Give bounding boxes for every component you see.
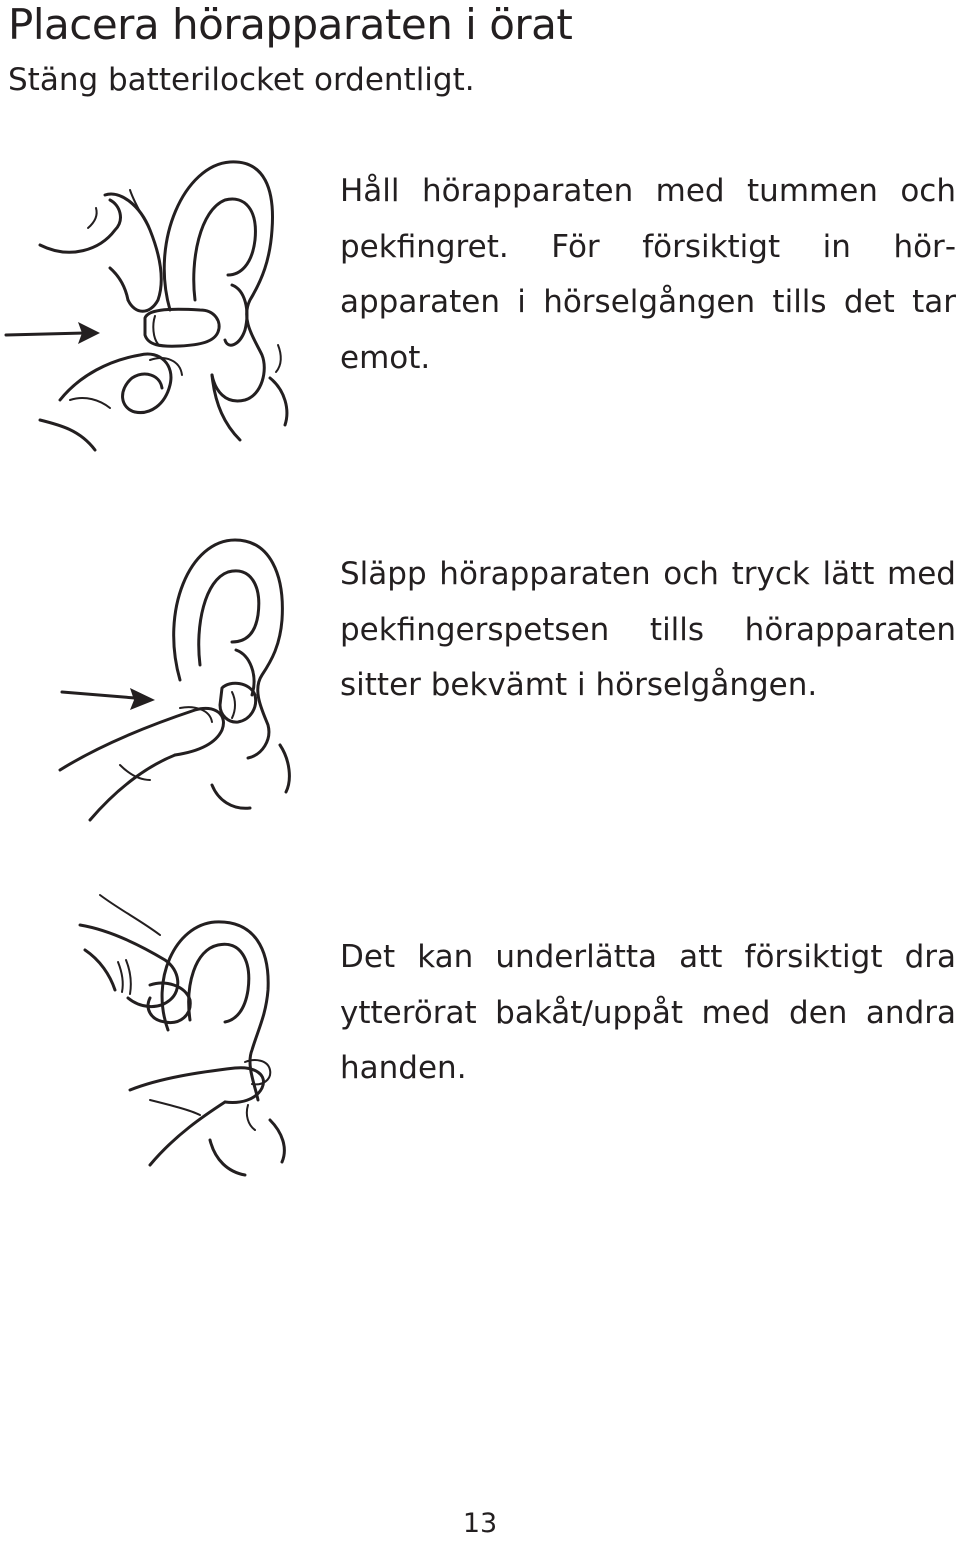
step-2-text: Släpp hörapparaten och tryck lätt med pekfingerspetsen tills hörapparaten sitter bekvämt i hörselgången. bbox=[340, 556, 956, 703]
step-3 bbox=[0, 890, 960, 1190]
pull-ear-illustration bbox=[0, 890, 320, 1190]
fingers-insert-hearing-aid-illustration bbox=[0, 150, 320, 460]
page-title: Placera hörapparaten i örat bbox=[8, 0, 573, 49]
finger-press-hearing-aid-illustration bbox=[0, 530, 320, 830]
page-subtitle: Stäng batterilocket ordentligt. bbox=[8, 62, 475, 98]
page-number: 13 bbox=[462, 1508, 498, 1539]
step-3-text: Det kan underlätta att försiktigt dra ytterörat bakåt/uppåt med den andra handen. bbox=[340, 939, 956, 1086]
step-1-text: Håll hörapparaten med tummen och pekfingret. För försiktigt in hörapparaten i hörselgången tills det tar emot. bbox=[340, 173, 956, 376]
step-2 bbox=[0, 530, 960, 830]
step-1 bbox=[0, 150, 960, 460]
